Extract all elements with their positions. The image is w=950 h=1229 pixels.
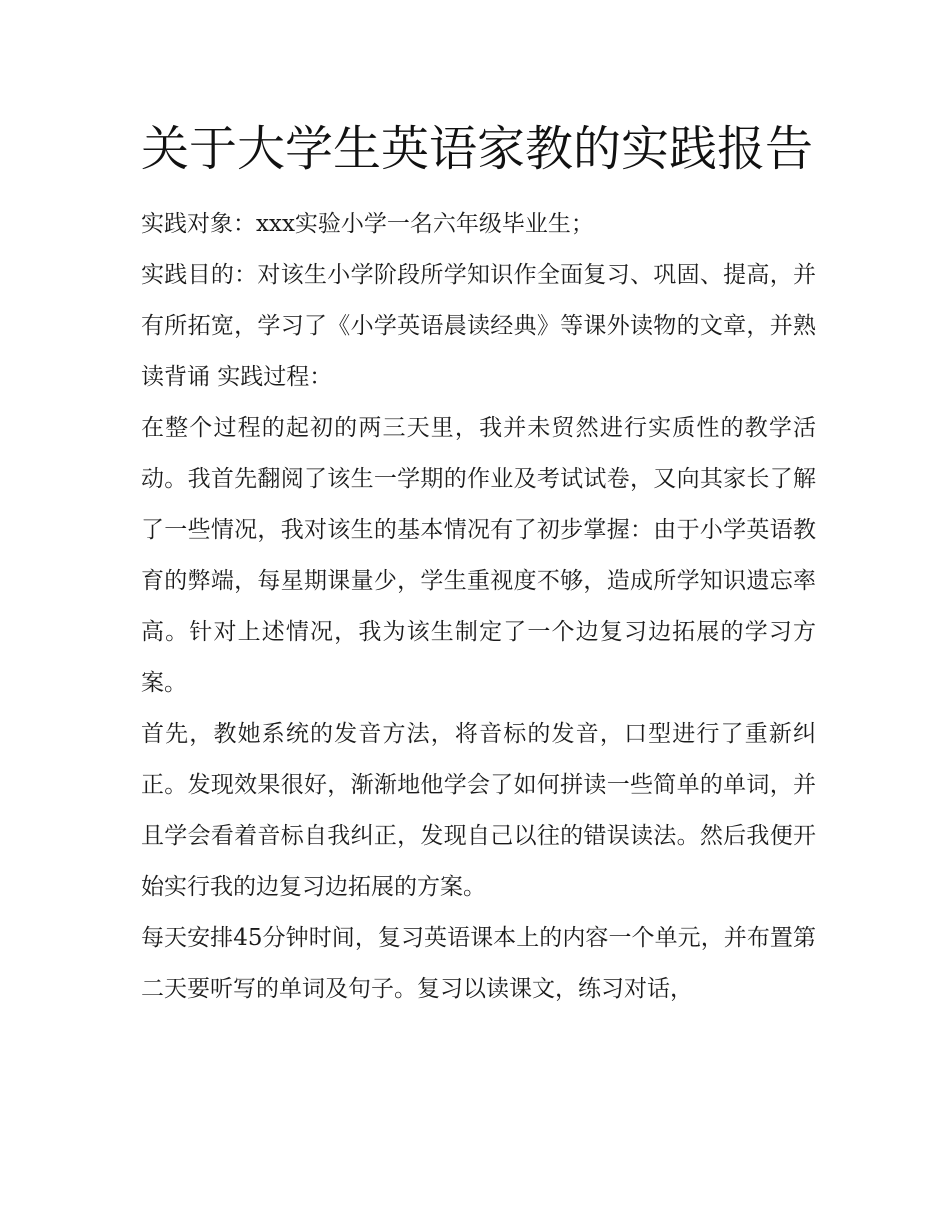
paragraph-purpose: 实践目的：对该生小学阶段所学知识作全面复习、巩固、提高，并有所拓宽，学习了《小学英语晨读经典》等课外读物的文章，并熟读背诵 实践过程： (141, 262, 816, 390)
paragraph-subject: 实践对象：xxx实验小学一名六年级毕业生； (141, 211, 594, 237)
paragraph-daily-schedule: 每天安排45分钟时间，复习英语课本上的内容一个单元，并布置第二天要听写的单词及句子。复习以读课文，练习对话， (141, 925, 816, 1002)
document-body (141, 112, 816, 1015)
document-title: 关于大学生英语家教的实践报告 (141, 121, 814, 177)
paragraph-process-start: 在整个过程的起初的两三天里，我并未贸然进行实质性的教学活动。我首先翻阅了该生一学期的作业及考试试卷，又向其家长了解了一些情况，我对该生的基本情况有了初步掌握：由于小学英语教育的弊端，每星期课量少，学生重视度不够，造成所学知识遗忘率高。针对上述情况，我为该生制定了一个边复习边拓展的学习方案。 (141, 415, 816, 696)
paragraph-phonetics: 首先，教她系统的发音方法，将音标的发音，口型进行了重新纠正。发现效果很好，渐渐地他学会了如何拼读一些简单的单词，并且学会看着音标自我纠正，发现自己以往的错误读法。然后我便开始实行我的边复习边拓展的方案。 (141, 721, 816, 900)
